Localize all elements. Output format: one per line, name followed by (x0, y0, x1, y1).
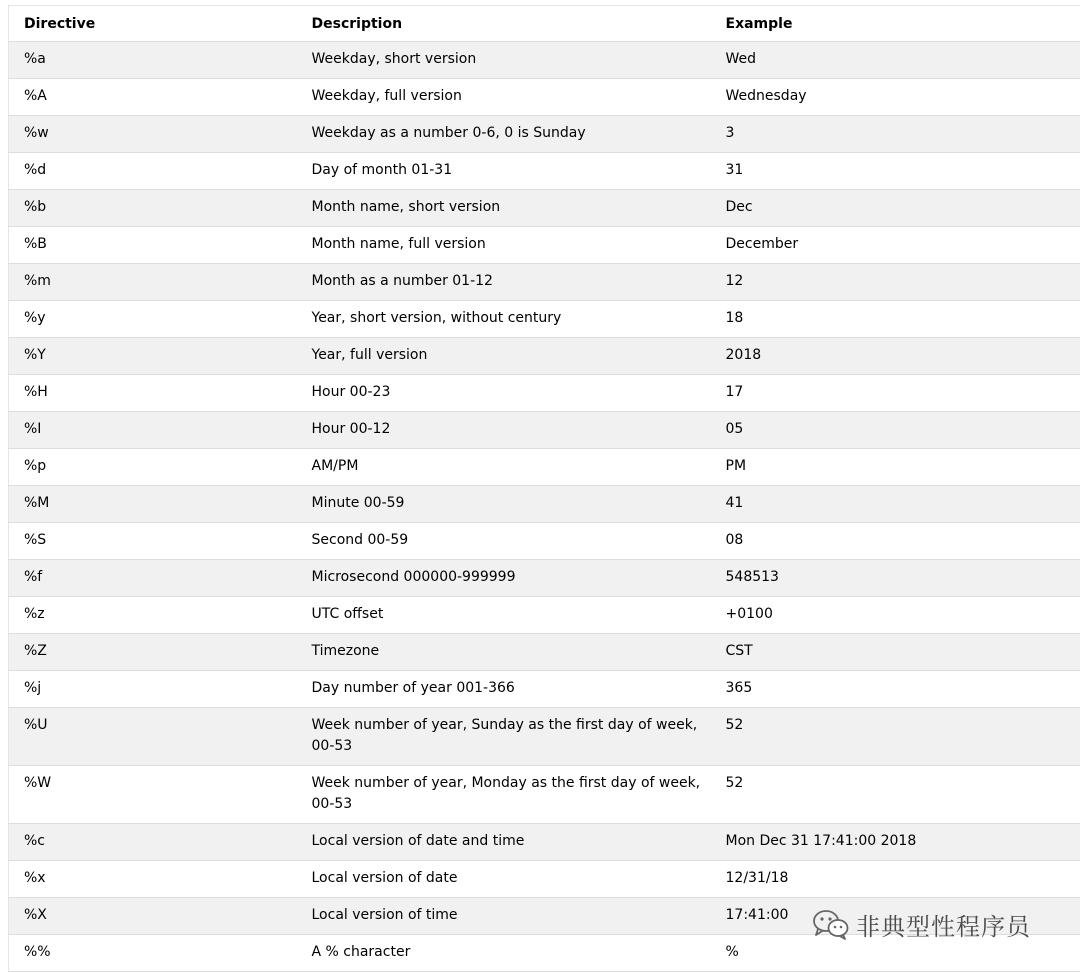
directive-cell: %b (9, 190, 297, 227)
description-cell: Day number of year 001-366 (297, 671, 711, 708)
directive-cell: %S (9, 523, 297, 560)
description-cell: Month name, full version (297, 227, 711, 264)
example-cell: Mon Dec 31 17:41:00 2018 (711, 824, 1080, 861)
description-cell: Local version of date (297, 861, 711, 898)
example-cell: 05 (711, 412, 1080, 449)
table-row (9, 227, 1080, 264)
directive-cell: %U (9, 708, 297, 766)
directive-cell: %Z (9, 634, 297, 671)
description-cell: Year, full version (297, 338, 711, 375)
table-row (9, 301, 1080, 338)
example-cell: Wednesday (711, 79, 1080, 116)
table-row (9, 449, 1080, 486)
directive-cell: %f (9, 560, 297, 597)
table-header (9, 6, 1080, 42)
description-cell: Local version of time (297, 898, 711, 935)
directive-cell: %H (9, 375, 297, 412)
table-row (9, 116, 1080, 153)
directive-cell: %x (9, 861, 297, 898)
directive-cell: %M (9, 486, 297, 523)
description-cell: Month name, short version (297, 190, 711, 227)
description-cell: Hour 00-23 (297, 375, 711, 412)
description-cell: Hour 00-12 (297, 412, 711, 449)
table-row (9, 486, 1080, 523)
table-row (9, 935, 1080, 972)
table-row (9, 560, 1080, 597)
directive-cell: %a (9, 42, 297, 79)
description-cell: Timezone (297, 634, 711, 671)
example-cell: +0100 (711, 597, 1080, 634)
directive-cell: %p (9, 449, 297, 486)
example-cell: CST (711, 634, 1080, 671)
table-row (9, 766, 1080, 824)
table-row (9, 190, 1080, 227)
table-row (9, 523, 1080, 560)
example-cell: 12 (711, 264, 1080, 301)
header-description: Description (297, 6, 711, 42)
example-cell: 08 (711, 523, 1080, 560)
directive-cell: %I (9, 412, 297, 449)
example-cell: 18 (711, 301, 1080, 338)
directive-cell: %d (9, 153, 297, 190)
example-cell: 12/31/18 (711, 861, 1080, 898)
table-row (9, 824, 1080, 861)
example-cell: 548513 (711, 560, 1080, 597)
directive-cell: %j (9, 671, 297, 708)
table-row (9, 264, 1080, 301)
description-cell: Minute 00-59 (297, 486, 711, 523)
example-cell: 17:41:00 (711, 898, 1080, 935)
directive-cell: %z (9, 597, 297, 634)
watermark-text: 非典型性程序员 (856, 907, 1031, 942)
example-cell: 31 (711, 153, 1080, 190)
directive-cell: %w (9, 116, 297, 153)
description-cell: Week number of year, Monday as the first day of week, 00-53 (297, 766, 711, 824)
example-cell: Dec (711, 190, 1080, 227)
table-row (9, 375, 1080, 412)
directive-cell: %m (9, 264, 297, 301)
table-row (9, 597, 1080, 634)
table-row (9, 671, 1080, 708)
example-cell: 2018 (711, 338, 1080, 375)
description-cell: Day of month 01-31 (297, 153, 711, 190)
header-row (9, 6, 1080, 42)
example-cell: 41 (711, 486, 1080, 523)
description-cell: Weekday, full version (297, 79, 711, 116)
description-cell: Microsecond 000000-999999 (297, 560, 711, 597)
directive-cell: %y (9, 301, 297, 338)
example-cell: % (711, 935, 1080, 972)
directive-cell: %A (9, 79, 297, 116)
table-row (9, 861, 1080, 898)
example-cell: 3 (711, 116, 1080, 153)
example-cell: Wed (711, 42, 1080, 79)
description-cell: AM/PM (297, 449, 711, 486)
directive-cell: %Y (9, 338, 297, 375)
example-cell: December (711, 227, 1080, 264)
header-directive: Directive (9, 6, 297, 42)
example-cell: 52 (711, 766, 1080, 824)
directive-cell: %B (9, 227, 297, 264)
table-row (9, 153, 1080, 190)
description-cell: Local version of date and time (297, 824, 711, 861)
example-cell: 52 (711, 708, 1080, 766)
table-row (9, 79, 1080, 116)
description-cell: UTC offset (297, 597, 711, 634)
example-cell: 17 (711, 375, 1080, 412)
directive-cell: %% (9, 935, 297, 972)
description-cell: Weekday, short version (297, 42, 711, 79)
description-cell: Second 00-59 (297, 523, 711, 560)
example-cell: 365 (711, 671, 1080, 708)
table-row (9, 708, 1080, 766)
example-cell: PM (711, 449, 1080, 486)
table-row (9, 412, 1080, 449)
description-cell: A % character (297, 935, 711, 972)
description-cell: Month as a number 01-12 (297, 264, 711, 301)
table-row (9, 42, 1080, 79)
table-body (9, 42, 1080, 972)
description-cell: Weekday as a number 0-6, 0 is Sunday (297, 116, 711, 153)
table-row (9, 338, 1080, 375)
directive-cell: %W (9, 766, 297, 824)
directive-cell: %X (9, 898, 297, 935)
description-cell: Year, short version, without century (297, 301, 711, 338)
table-row (9, 634, 1080, 671)
description-cell: Week number of year, Sunday as the first day of week, 00-53 (297, 708, 711, 766)
table-row (9, 898, 1080, 935)
header-example: Example (711, 6, 1080, 42)
directive-cell: %c (9, 824, 297, 861)
strftime-directive-table (8, 5, 1080, 972)
